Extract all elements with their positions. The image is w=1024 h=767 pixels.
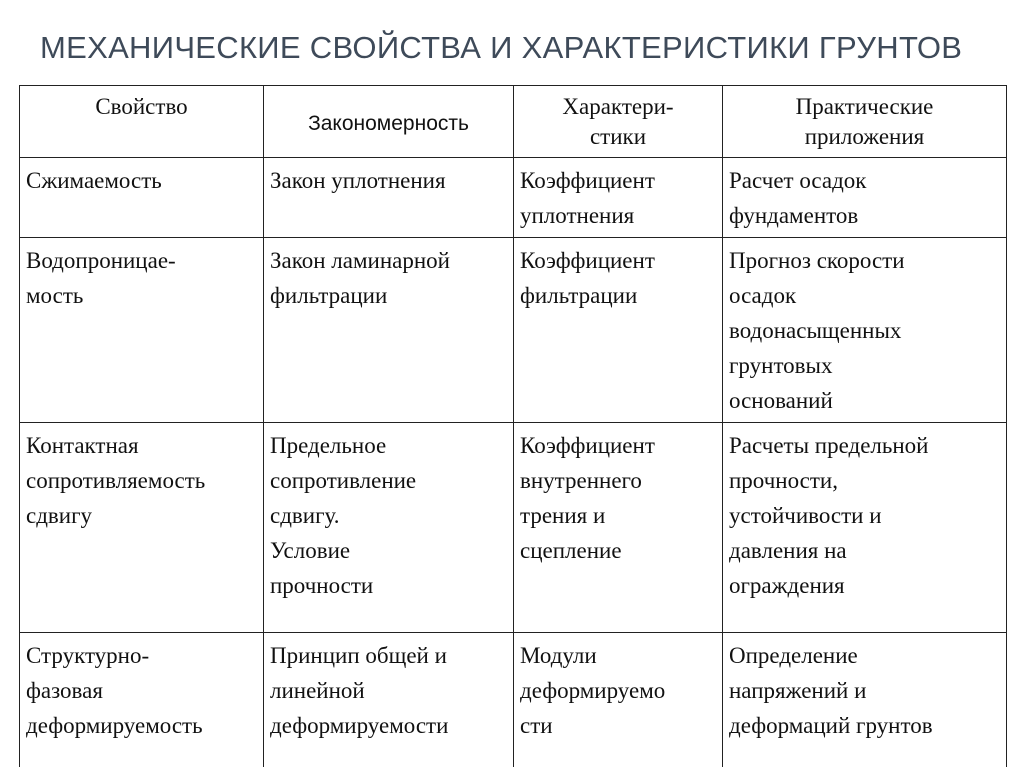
cell-line: Коэффициент (520, 248, 655, 273)
cell-applications (723, 158, 1007, 238)
cell-line: стики (589, 124, 647, 149)
properties-table (19, 85, 1007, 767)
cell-line: напряжений и (729, 678, 867, 703)
cell-line: сопротивляемость (26, 468, 206, 493)
cell-line: прочности, (729, 468, 838, 493)
cell-line: внутреннего (520, 468, 642, 493)
cell-line: давления на (729, 538, 847, 563)
cell-line: уплотнения (520, 203, 635, 228)
cell-line: Сжимаемость (26, 168, 162, 193)
cell-line: сопротивление (270, 468, 417, 493)
cell-line: водонасыщенных (729, 318, 902, 343)
header-law (264, 86, 514, 158)
cell-line: Закономерность (308, 111, 469, 135)
cell-line: сцепление (520, 538, 622, 563)
cell-line: фазовая (26, 678, 103, 703)
cell-characteristics (514, 238, 723, 423)
cell-line: Практические (795, 94, 934, 119)
cell-applications (723, 238, 1007, 423)
cell-applications (723, 633, 1007, 767)
table-row (20, 238, 1007, 423)
cell-line: сдвигу. (270, 503, 340, 528)
cell-line: Структурно- (26, 643, 150, 668)
cell-line: фильтрации (520, 283, 638, 308)
table-row (20, 633, 1007, 767)
cell-line: деформируемости (270, 713, 449, 738)
cell-line: мость (26, 283, 84, 308)
cell-line: Расчет осадок (729, 168, 867, 193)
table-row (20, 158, 1007, 238)
cell-line: деформаций грунтов (729, 713, 933, 738)
cell-line: Принцип общей и (270, 643, 447, 668)
cell-line: Коэффициент (520, 168, 655, 193)
cell-law (264, 633, 514, 767)
cell-line: Прогноз скорости (729, 248, 905, 273)
cell-line: деформируемость (26, 713, 203, 738)
cell-property (20, 158, 264, 238)
cell-line: устойчивости и (729, 503, 882, 528)
cell-line: линейной (270, 678, 365, 703)
cell-applications (723, 423, 1007, 633)
cell-line: прочности (270, 573, 374, 598)
header-characteristics (514, 86, 723, 158)
cell-line: Контактная (26, 433, 139, 458)
cell-line: оснований (729, 388, 833, 413)
cell-line: Определение (729, 643, 858, 668)
cell-line: Закон ламинарной (270, 248, 450, 273)
header-applications (723, 86, 1007, 158)
table-header-row (20, 86, 1007, 158)
cell-law (264, 423, 514, 633)
cell-line: грунтовых (729, 353, 833, 378)
cell-line: деформируемо (520, 678, 666, 703)
cell-line: Закон уплотнения (270, 168, 446, 193)
cell-line: Расчеты предельной (729, 433, 929, 458)
cell-characteristics (514, 158, 723, 238)
cell-line: ограждения (729, 573, 845, 598)
cell-line: фильтрации (270, 283, 388, 308)
cell-line: сти (520, 713, 553, 738)
cell-property (20, 423, 264, 633)
cell-line: Коэффициент (520, 433, 655, 458)
cell-characteristics (514, 633, 723, 767)
cell-property (20, 633, 264, 767)
cell-line: Модули (520, 643, 597, 668)
table-row (20, 423, 1007, 633)
cell-line: приложения (804, 124, 925, 149)
slide-title: МЕХАНИЧЕСКИЕ СВОЙСТВА И ХАРАКТЕРИСТИКИ ГРУНТОВ (40, 30, 963, 65)
header-property (20, 86, 264, 158)
cell-line: Водопроницае- (26, 248, 176, 273)
cell-law (264, 238, 514, 423)
cell-law (264, 158, 514, 238)
cell-line: Предельное (270, 433, 387, 458)
cell-property (20, 238, 264, 423)
cell-line: сдвигу (26, 503, 93, 528)
cell-line: Условие (270, 538, 351, 563)
cell-line: Характери- (562, 94, 674, 119)
cell-characteristics (514, 423, 723, 633)
cell-line: фундаментов (729, 203, 859, 228)
cell-line: осадок (729, 283, 797, 308)
cell-line: трения и (520, 503, 606, 528)
cell-line: Свойство (95, 94, 188, 119)
